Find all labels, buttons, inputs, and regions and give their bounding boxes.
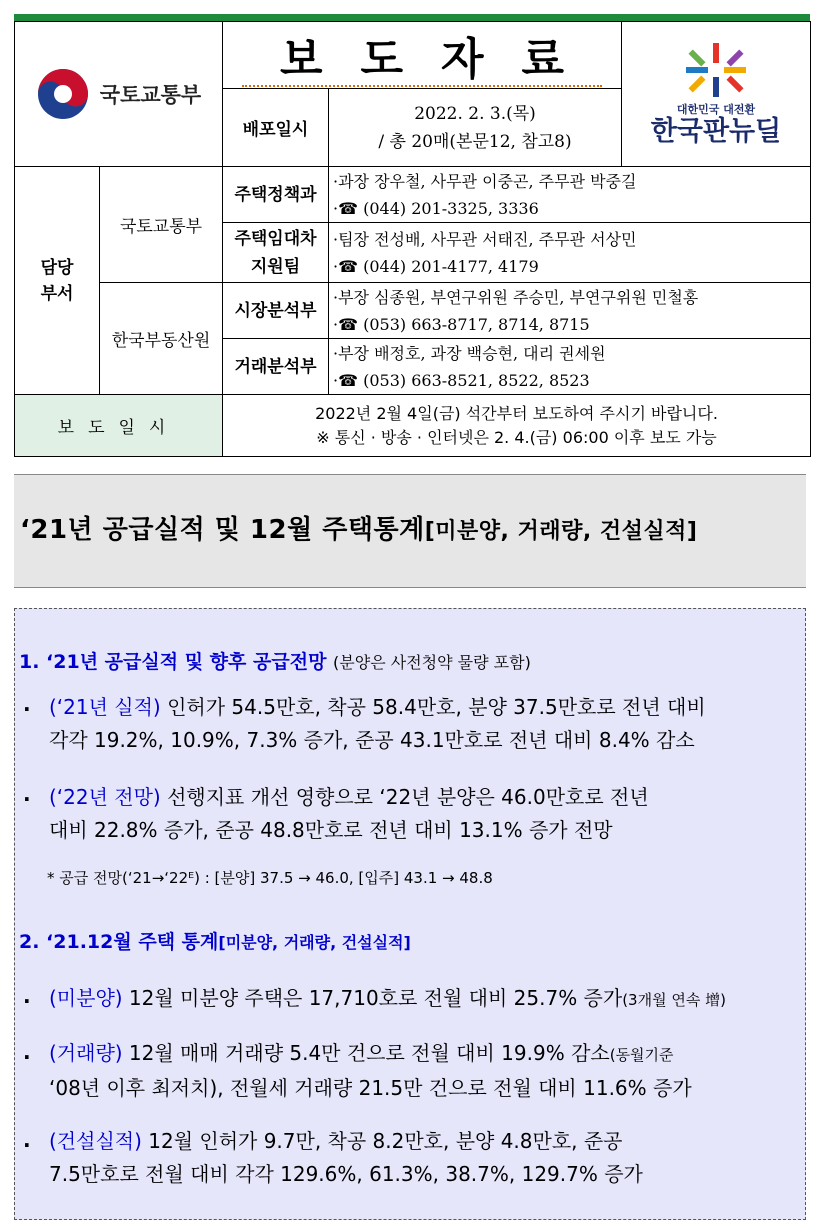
ministry-emblem-icon bbox=[36, 67, 90, 121]
summary-box bbox=[14, 608, 806, 1220]
release-line-2: ※ 통신 · 방송 · 인터넷은 2. 4.(금) 06:00 이후 보도 가능 bbox=[316, 427, 717, 447]
unit-housing-policy: 주택정책과 bbox=[223, 167, 329, 223]
section-2-item-1: (미분양) 12월 미분양 주택은 17,710호로 전월 대비 25.7% 증가(3개월 연속 增) bbox=[49, 986, 726, 1010]
staff-list: ·부장 배정호, 과장 백승현, 대리 권세원 bbox=[333, 343, 606, 363]
section-1-title: 1. ‘21년 공급실적 및 향후 공급전망 (분양은 사전청약 물량 포함) bbox=[19, 651, 531, 673]
bullet-icon: · bbox=[23, 1045, 31, 1069]
section-2-item-3: (건설실적) 12월 인허가 9.7만, 착공 8.2만호, 분양 4.8만호, 준공 7.5만호로 전월 대비 각각 129.6%, 61.3%, 38.7%, 129.7% 증가 bbox=[49, 1129, 643, 1186]
press-release-title: 보도자료 bbox=[223, 22, 622, 89]
distribution-label: 배포일시 bbox=[223, 89, 329, 167]
staff-list: ·팀장 전성배, 사무관 서태진, 주무관 서상민 bbox=[333, 229, 637, 249]
unit-transaction-analysis: 거래분석부 bbox=[223, 339, 329, 395]
bullet-icon: · bbox=[23, 989, 31, 1013]
release-label: 보도일시 bbox=[15, 395, 223, 457]
ministry-logo-text: 국토교통부 bbox=[99, 83, 202, 107]
ministry-logo-cell bbox=[15, 22, 223, 167]
headline-band bbox=[14, 474, 806, 588]
phone-line: ·☎ (053) 663-8717, 8714, 8715 bbox=[333, 314, 590, 334]
contact-housing-policy bbox=[329, 167, 811, 223]
press-header-table bbox=[14, 21, 811, 457]
org-name-molit: 국토교통부 bbox=[100, 167, 223, 283]
staff-list: ·부장 심종원, 부연구위원 주승민, 부연구위원 민철홍 bbox=[333, 287, 699, 307]
newdeal-subtitle: 대한민국 대전환 bbox=[676, 103, 756, 116]
unit-market-analysis: 시장분석부 bbox=[223, 283, 329, 339]
section-1-footnote: * 공급 전망(‘21→‘22ᴱ) : [분양] 37.5 → 46.0, [입주] 43.1 → 48.8 bbox=[47, 869, 493, 887]
release-info bbox=[223, 395, 811, 457]
bullet-icon: · bbox=[23, 697, 31, 721]
department-label: 담당 부서 bbox=[15, 167, 100, 395]
contact-market-analysis bbox=[329, 283, 811, 339]
phone-line: ·☎ (053) 663-8521, 8522, 8523 bbox=[333, 370, 590, 390]
newdeal-logo-cell bbox=[622, 22, 811, 167]
distribution-info bbox=[329, 89, 622, 167]
section-1-item-2: (‘22년 전망) 선행지표 개선 영향으로 ‘22년 분양은 46.0만호로 전년 대비 22.8% 증가, 준공 48.8만호로 전년 대비 13.1% 증가 전망 bbox=[49, 785, 649, 842]
phone-line: ·☎ (044) 201-3325, 3336 bbox=[333, 198, 539, 218]
release-line-1: 2022년 2월 4일(금) 석간부터 보도하여 주시기 바랍니다. bbox=[315, 403, 718, 423]
section-2-title: 2. ‘21.12월 주택 통계[미분양, 거래량, 건설실적] bbox=[19, 931, 411, 953]
unit-rental-support: 주택임대차 지원팀 bbox=[223, 223, 329, 283]
newdeal-star-icon bbox=[680, 41, 752, 99]
bullet-icon: · bbox=[23, 1133, 31, 1157]
header-top-bar bbox=[14, 14, 810, 21]
distribution-date: 2022. 2. 3.(목) bbox=[414, 103, 536, 124]
phone-line: ·☎ (044) 201-4177, 4179 bbox=[333, 256, 539, 276]
section-2-item-2: (거래량) 12월 매매 거래량 5.4만 건으로 전월 대비 19.9% 감소(동월기준 ‘08년 이후 최저치), 전월세 거래량 21.5만 건으로 전월 대비 11.6% 증가 bbox=[49, 1041, 692, 1100]
org-name-reb: 한국부동산원 bbox=[100, 283, 223, 395]
contact-transaction-analysis bbox=[329, 339, 811, 395]
headline-title: ‘21년 공급실적 및 12월 주택통계[미분양, 거래량, 건설실적] bbox=[20, 515, 698, 545]
contact-rental-support bbox=[329, 223, 811, 283]
staff-list: ·과장 장우철, 사무관 이중곤, 주무관 박중길 bbox=[333, 171, 637, 191]
newdeal-title: 한국판뉴딜 bbox=[650, 116, 782, 147]
distribution-pages: / 총 20매(본문12, 참고8) bbox=[378, 131, 572, 152]
section-1-item-1: (‘21년 실적) 인허가 54.5만호, 착공 58.4만호, 분양 37.5만호로 전년 대비 각각 19.2%, 10.9%, 7.3% 증가, 준공 43.1만호로 전년 대비 8.4% 감소 bbox=[49, 695, 706, 752]
bullet-icon: · bbox=[23, 787, 31, 811]
